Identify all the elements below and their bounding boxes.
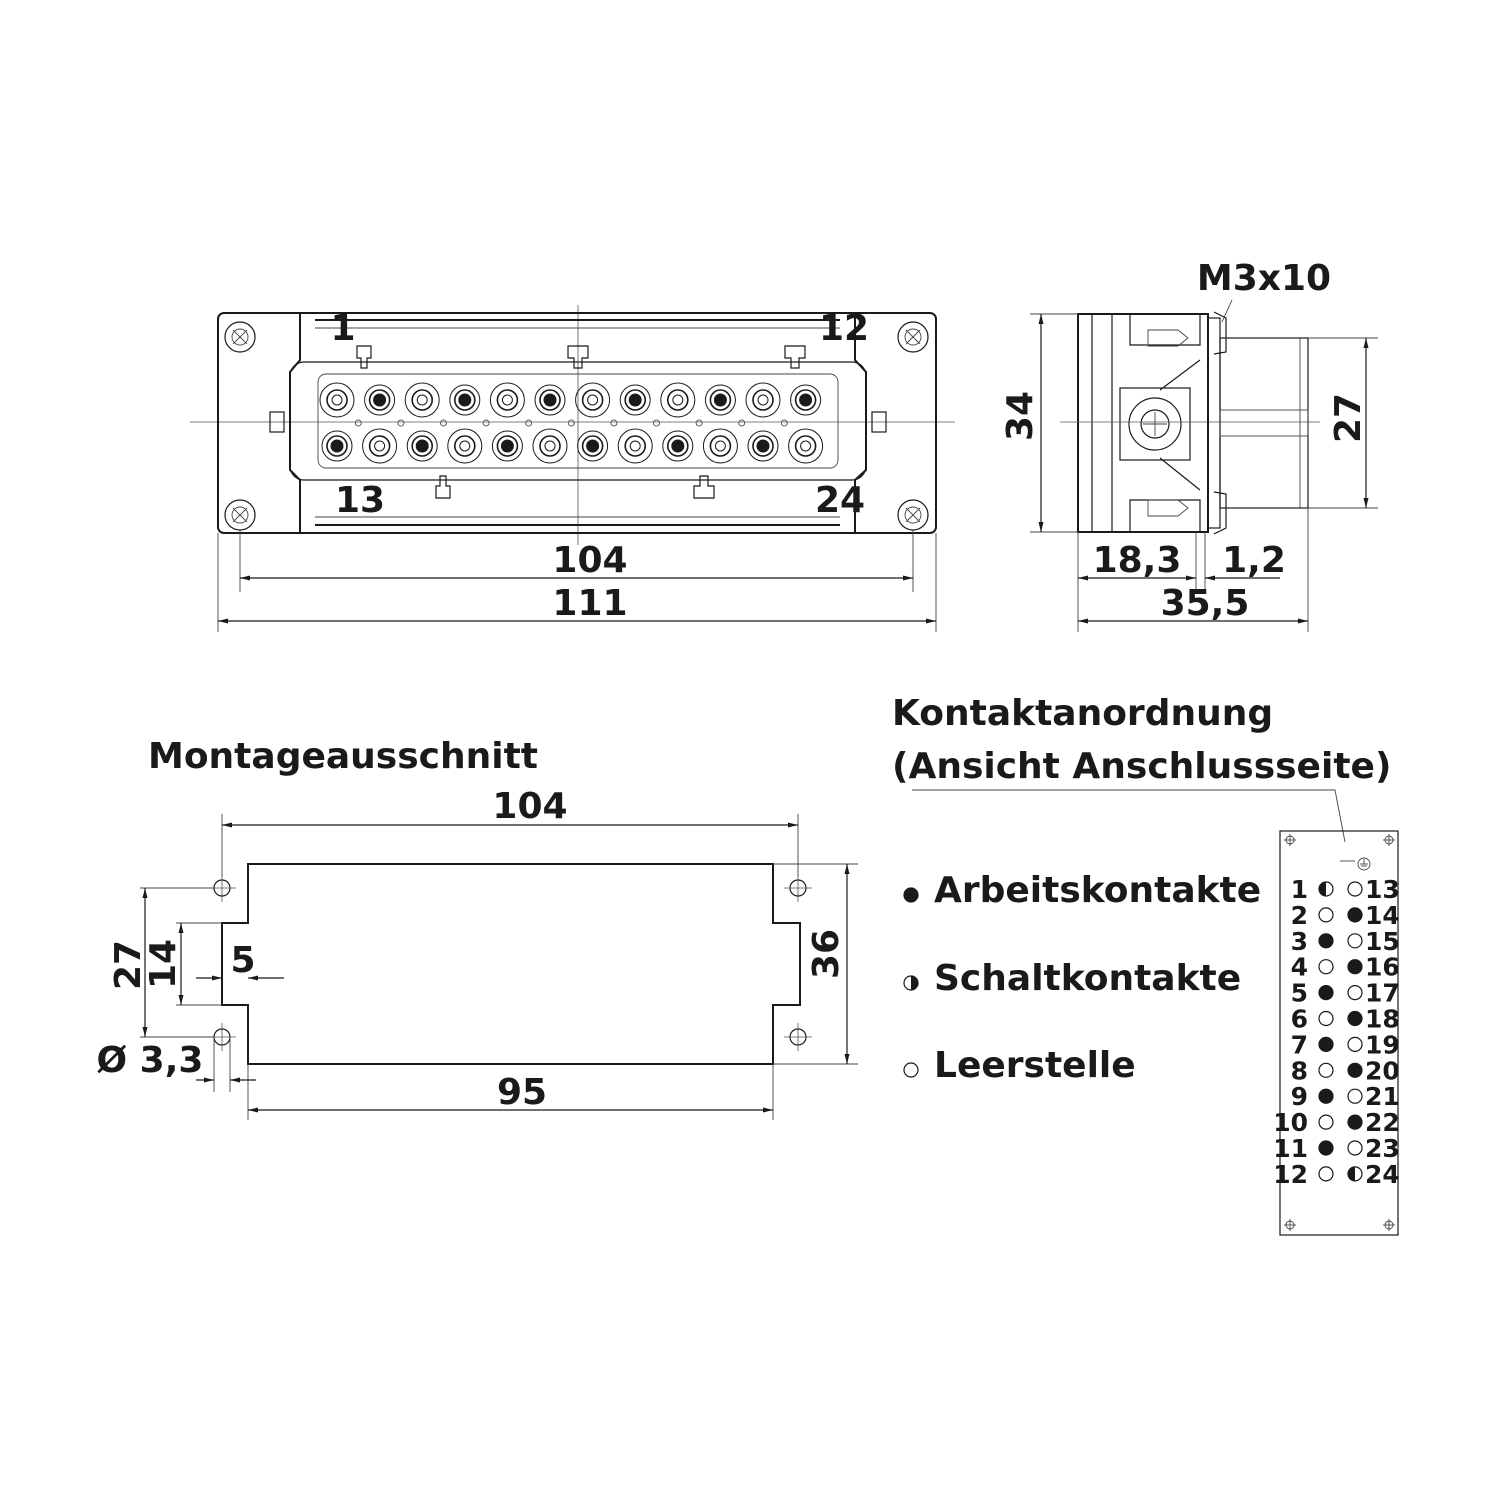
mounting-screw-icon bbox=[898, 500, 928, 530]
filled-contact-icon bbox=[1319, 1141, 1333, 1155]
cutout-dimension-104: 104 bbox=[492, 786, 568, 827]
dimension-35-5: 35,5 bbox=[1160, 583, 1250, 624]
pin-number: 18 bbox=[1365, 1004, 1400, 1034]
pin-number: 8 bbox=[1290, 1056, 1308, 1086]
ground-icon bbox=[1340, 858, 1370, 870]
legend-item-schaltkontakte bbox=[904, 958, 1241, 999]
contact-inserts bbox=[320, 383, 823, 463]
contact-insert bbox=[661, 383, 695, 417]
contact-insert bbox=[365, 385, 395, 415]
empty-contact-icon bbox=[1319, 908, 1333, 922]
empty-contact-icon bbox=[1319, 1115, 1333, 1129]
dimension-34: 34 bbox=[1000, 390, 1041, 442]
empty-contact-icon bbox=[1348, 1037, 1362, 1051]
contact-insert bbox=[703, 429, 737, 463]
legend-item-arbeitskontakte bbox=[904, 870, 1261, 911]
legend-label: Arbeitskontakte bbox=[934, 870, 1262, 911]
pin-number: 2 bbox=[1290, 900, 1308, 930]
front-view bbox=[190, 305, 955, 632]
plate-screw-icon bbox=[1383, 1219, 1395, 1231]
empty-contact-icon bbox=[1319, 1063, 1333, 1077]
contact-insert bbox=[748, 431, 778, 461]
filled-contact-icon bbox=[1319, 1037, 1333, 1051]
cutout-dimension-95: 95 bbox=[496, 1072, 548, 1113]
half-contact-icon bbox=[1348, 1167, 1362, 1181]
contact-insert bbox=[576, 383, 610, 417]
empty-contact-icon bbox=[1348, 986, 1362, 1000]
pin-number: 4 bbox=[1290, 952, 1308, 982]
legend-label: Leerstelle bbox=[934, 1045, 1136, 1086]
filled-contact-icon bbox=[1348, 1115, 1362, 1129]
pin-table bbox=[1273, 875, 1400, 1189]
pin-number: 12 bbox=[1273, 1159, 1308, 1189]
pin-number: 9 bbox=[1290, 1082, 1308, 1112]
pin-number: 21 bbox=[1365, 1082, 1400, 1112]
empty-contact-icon bbox=[1348, 1089, 1362, 1103]
dimension-18-3: 18,3 bbox=[1092, 540, 1182, 581]
filled-contact-icon bbox=[1319, 1089, 1333, 1103]
contact-insert bbox=[705, 385, 735, 415]
empty-circle-icon bbox=[904, 1063, 918, 1077]
cutout-dimension-36: 36 bbox=[806, 928, 847, 980]
coding-hole bbox=[739, 420, 745, 426]
coding-hole bbox=[696, 420, 702, 426]
coding-hole bbox=[654, 420, 660, 426]
contact-insert bbox=[746, 383, 780, 417]
plate-screw-icon bbox=[1284, 1219, 1296, 1231]
contact-insert bbox=[533, 429, 567, 463]
contacts-subtitle: (Ansicht Anschlussseite) bbox=[892, 746, 1392, 787]
filled-contact-icon bbox=[1319, 934, 1333, 948]
half-circle-icon bbox=[904, 976, 918, 990]
pin-number: 11 bbox=[1273, 1134, 1308, 1163]
pin-number: 13 bbox=[1365, 875, 1400, 904]
pin-number: 6 bbox=[1290, 1004, 1308, 1034]
contact-insert bbox=[620, 385, 650, 415]
mounting-cutout bbox=[97, 736, 858, 1120]
contact-arrangement bbox=[892, 693, 1400, 1235]
filled-contact-icon bbox=[1348, 908, 1362, 922]
empty-contact-icon bbox=[1319, 960, 1333, 974]
cutout-dimension-27: 27 bbox=[108, 939, 149, 991]
pin-number: 15 bbox=[1365, 926, 1400, 956]
filled-contact-icon bbox=[1348, 1063, 1362, 1077]
legend-item-leerstelle bbox=[904, 1045, 1136, 1086]
contact-insert bbox=[789, 429, 823, 463]
pin-number: 20 bbox=[1365, 1056, 1400, 1086]
cutout-dimension-14: 14 bbox=[143, 938, 184, 990]
coding-hole bbox=[483, 420, 489, 426]
pin-number: 24 bbox=[1365, 1159, 1400, 1189]
mounting-screw-icon bbox=[898, 322, 928, 352]
pin-number: 3 bbox=[1290, 926, 1308, 956]
coding-hole bbox=[526, 420, 532, 426]
empty-contact-icon bbox=[1348, 882, 1362, 896]
contact-insert bbox=[448, 429, 482, 463]
dimension-1-2: 1,2 bbox=[1222, 540, 1286, 581]
pin-number: 5 bbox=[1290, 978, 1308, 1008]
contact-insert bbox=[791, 385, 821, 415]
contact-insert bbox=[322, 431, 352, 461]
cutout-hole-diameter: Ø 3,3 bbox=[96, 1040, 204, 1081]
empty-contact-icon bbox=[1348, 934, 1362, 948]
mounting-screw-icon bbox=[225, 322, 255, 352]
pin-label-24: 24 bbox=[814, 480, 866, 521]
dimension-104: 104 bbox=[552, 540, 628, 581]
contact-insert bbox=[578, 431, 608, 461]
contact-insert bbox=[618, 429, 652, 463]
plate-screw-icon bbox=[1383, 834, 1395, 846]
contact-insert bbox=[535, 385, 565, 415]
plate-screw-icon bbox=[1284, 834, 1296, 846]
contact-insert bbox=[450, 385, 480, 415]
cutout-dimension-5: 5 bbox=[230, 940, 256, 981]
pin-number: 14 bbox=[1365, 900, 1400, 930]
pin-number: 10 bbox=[1273, 1108, 1308, 1138]
contact-insert bbox=[492, 431, 522, 461]
mounting-hole-icon bbox=[784, 874, 812, 902]
filled-contact-icon bbox=[1348, 1012, 1362, 1026]
filled-contact-icon bbox=[1348, 960, 1362, 974]
empty-contact-icon bbox=[1319, 1167, 1333, 1181]
contacts-title: Kontaktanordnung bbox=[892, 693, 1274, 734]
filled-circle-icon bbox=[904, 888, 918, 902]
half-contact-icon bbox=[1319, 882, 1333, 896]
dimension-27: 27 bbox=[1328, 392, 1369, 444]
coding-hole bbox=[611, 420, 617, 426]
contact-insert bbox=[490, 383, 524, 417]
coding-hole bbox=[398, 420, 404, 426]
coding-hole bbox=[568, 420, 574, 426]
pin-number: 16 bbox=[1365, 952, 1400, 982]
contact-insert bbox=[363, 429, 397, 463]
pin-label-13: 13 bbox=[334, 480, 386, 521]
mounting-hole-icon bbox=[784, 1023, 812, 1051]
mounting-screw-icon bbox=[225, 500, 255, 530]
empty-contact-icon bbox=[1348, 1141, 1362, 1155]
contact-insert bbox=[405, 383, 439, 417]
cutout-title: Montageausschnitt bbox=[148, 736, 539, 777]
contact-insert bbox=[663, 431, 693, 461]
pin-number: 1 bbox=[1290, 875, 1308, 904]
legend-label: Schaltkontakte bbox=[934, 958, 1242, 999]
pin-label-12: 12 bbox=[818, 308, 870, 349]
pin-label-1: 1 bbox=[330, 308, 356, 349]
pin-number: 7 bbox=[1290, 1030, 1308, 1060]
legend bbox=[904, 870, 1261, 1086]
coding-hole bbox=[781, 420, 787, 426]
pin-number: 19 bbox=[1365, 1030, 1400, 1060]
pin-number: 23 bbox=[1365, 1134, 1400, 1163]
pin-number: 17 bbox=[1365, 978, 1400, 1008]
coding-hole bbox=[441, 420, 447, 426]
coding-hole bbox=[355, 420, 361, 426]
empty-contact-icon bbox=[1319, 1012, 1333, 1026]
contact-insert bbox=[407, 431, 437, 461]
screw-label: M3x10 bbox=[1196, 258, 1332, 299]
pin-number: 22 bbox=[1365, 1108, 1400, 1138]
dimension-111: 111 bbox=[552, 583, 628, 624]
filled-contact-icon bbox=[1319, 986, 1333, 1000]
contact-insert bbox=[320, 383, 354, 417]
side-view bbox=[1000, 258, 1378, 632]
